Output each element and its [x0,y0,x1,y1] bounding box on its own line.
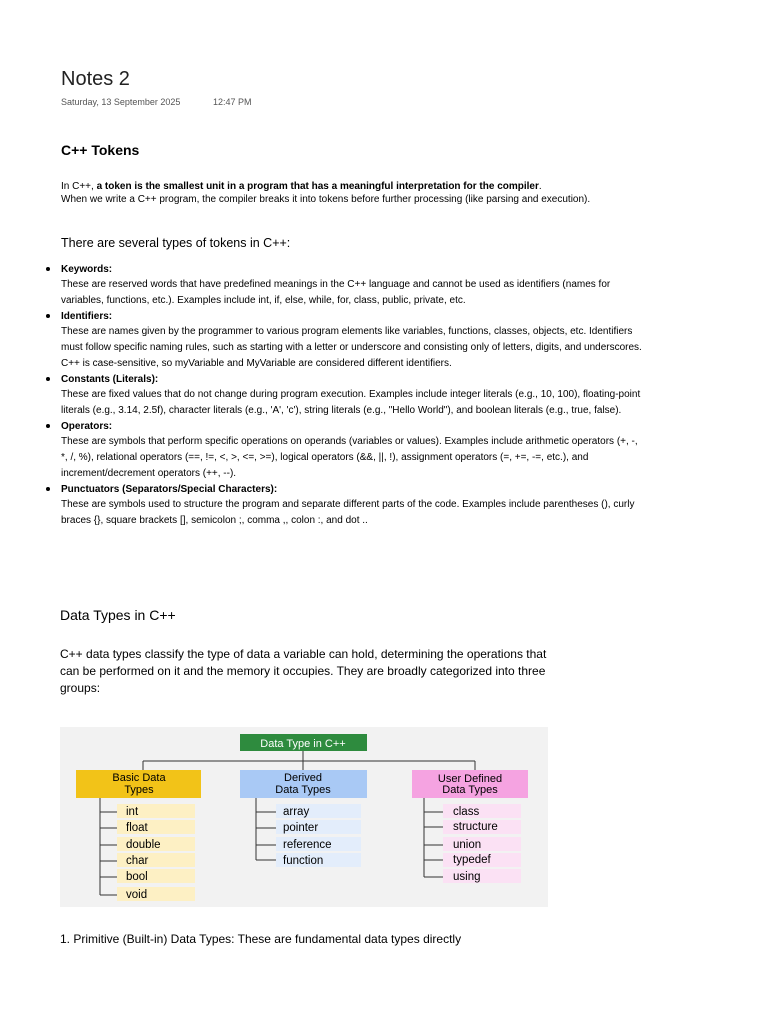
basic-item: char [126,855,149,867]
derived-types-label-line1: Derived [284,772,322,784]
user-defined-item: structure [453,821,498,833]
basic-item: void [126,889,148,901]
token-type-title: Punctuators (Separators/Special Characters): [61,484,278,495]
user-defined-label-line1: User Defined [437,773,503,785]
tokens-intro [61,180,741,206]
intro-bold: a token is the smallest unit in a program that has a meaningful interpretation for the compiler [96,181,539,192]
token-type-list [44,262,644,529]
list-item [44,482,644,529]
basic-item: double [126,839,161,851]
basic-item-boxes [117,804,195,901]
token-type-title: Operators: [61,421,113,432]
token-type-description: These are names given by the programmer to various program elements like variables, functions, classes, objects, etc. Identifiers must follow specific naming rules, such as starting with a letter or underscore and consisting only of letters, digits, and underscores. C++ is case-sensitive, so myVariable and MyVariable are considered different identifiers. [61,326,642,369]
token-type-title: Keywords: [61,264,113,275]
intro-prefix: In C++, [61,181,97,192]
derived-item: function [283,855,324,867]
token-type-description: These are fixed values that do not change during program execution. Examples include integer literals (e.g., 10, 100), floating-point literals (e.g., 3.14, 2.5f), character literals (e.g., 'A', 'c'), string literals (e.g., "Hello World"), and boolean literals (e.g., true, false). [61,389,641,416]
page-time: 12:47 PM [213,97,252,107]
basic-item: bool [126,871,148,883]
token-type-title: Identifiers: [61,311,113,322]
datatypes-paragraph: C++ data types classify the type of data a variable can hold, determining the operations that can be performed on it and the memory it occupies. They are broadly categorized into three groups: [60,647,547,695]
user-defined-item: class [453,806,480,818]
token-type-title: Constants (Literals): [61,374,159,385]
token-type-description: These are reserved words that have predefined meanings in the C++ language and cannot be used as identifiers (names for variables, functions, etc.). Examples include int, if, else, while, for, class, public, private, etc. [61,279,611,306]
user-defined-label-line2: Data Types [442,784,498,796]
list-item [44,372,644,419]
root-node-label: Data Type in C++ [260,738,346,750]
datatype-tree-svg [60,727,548,907]
datatypes-heading: Data Types in C++ [60,607,176,623]
basic-item: int [126,806,139,818]
page-date: Saturday, 13 September 2025 [61,97,181,107]
list-item [44,309,644,372]
page-title: Notes 2 [61,68,130,90]
basic-types-label-line1: Basic Data [112,772,166,784]
tokens-intro-line1 [61,180,741,193]
derived-item: pointer [283,822,319,834]
basic-types-label-line2: Types [124,784,154,796]
token-type-description: These are symbols that perform specific operations on operands (variables or values). Examples include arithmetic operators (+, -, *, /, %), relational operators (==, !=, <, >, <=, >=), logical operators (&&, ||, !), assignment operators (=, +=, -=, etc.), and increment/decrement operators (++, --). [61,436,638,479]
list-item [44,419,644,482]
user-defined-item: typedef [453,854,491,866]
token-types-intro: There are several types of tokens in C++: [61,236,291,250]
derived-item: reference [283,839,332,851]
intro-suffix: . [538,181,542,192]
tokens-intro-line2: When we write a C++ program, the compiler breaks it into tokens before further processing (like parsing and execution). [61,194,591,205]
derived-item: array [283,806,310,818]
datatype-diagram [60,727,548,907]
basic-item: float [126,822,148,834]
primitive-types-line: 1. Primitive (Built-in) Data Types: These are fundamental data types directly [60,932,462,946]
derived-types-label-line2: Data Types [275,784,331,796]
list-item [44,262,644,309]
user-defined-item: using [453,871,481,883]
token-type-description: These are symbols used to structure the program and separate different parts of the code. Examples include parentheses (), curly braces {}, square brackets [], semicolon ;, comma ,, colon :, and dot .. [61,499,635,526]
tokens-heading: C++ Tokens [61,142,140,158]
user-defined-item: union [453,839,482,851]
